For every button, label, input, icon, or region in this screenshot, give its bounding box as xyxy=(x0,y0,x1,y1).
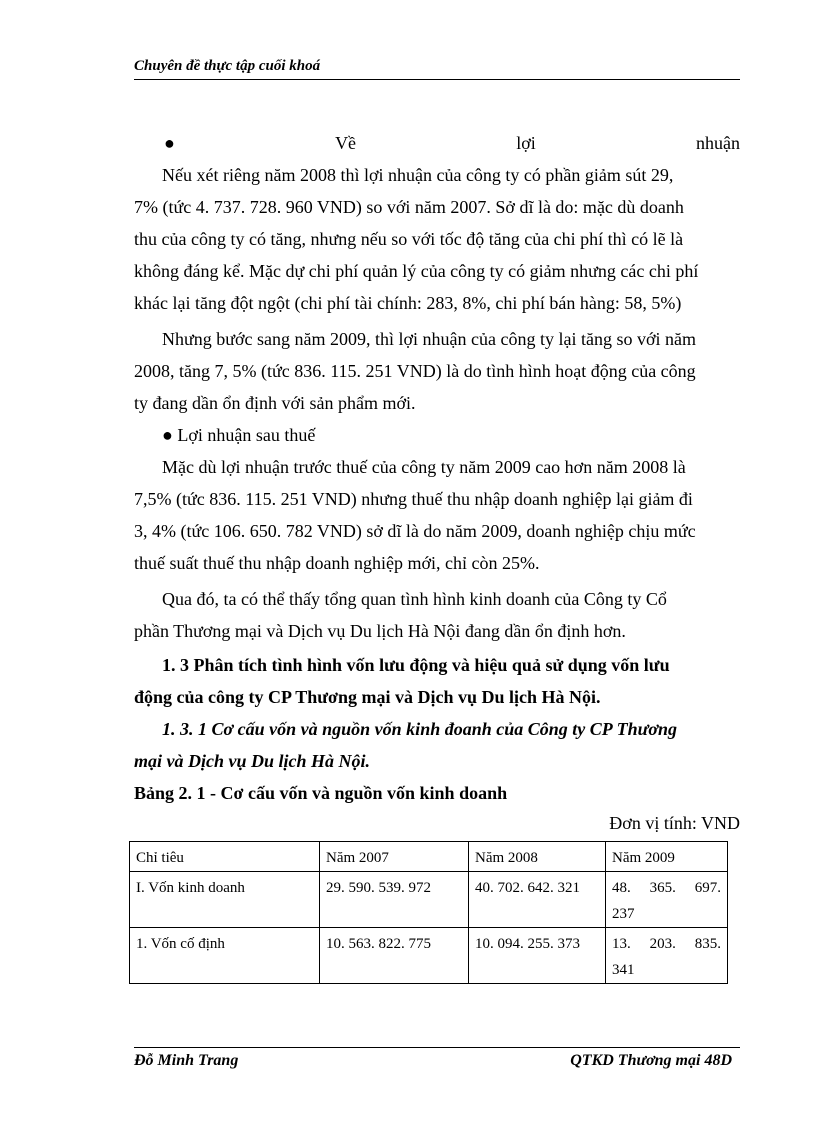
table-cell: 29. 590. 539. 972 xyxy=(320,872,469,928)
table-cell: 1. Vốn cố định xyxy=(130,928,320,984)
bullet-word: nhuận xyxy=(695,133,740,153)
table-cell-part: 365. xyxy=(649,880,676,896)
paragraph-line: Qua đó, ta có thể thấy tổng quan tình hình kinh doanh của Công ty Cổ xyxy=(162,589,667,609)
table-header-cell: Năm 2008 xyxy=(469,842,606,872)
bullet-word: lợi xyxy=(516,133,536,153)
table-cell-part: 341 xyxy=(612,962,635,978)
paragraph-line: 7,5% (tức 836. 115. 251 VND) nhưng thuế thu nhập doanh nghiệp lại giảm đi xyxy=(134,489,693,509)
unit-label: Đơn vị tính: VND xyxy=(609,813,740,833)
table-header-cell: Năm 2009 xyxy=(606,842,728,872)
section-heading: 1. 3 Phân tích tình hình vốn lưu động và hiệu quả sử dụng vốn lưu xyxy=(162,655,670,675)
paragraph-line: phần Thương mại và Dịch vụ Du lịch Hà Nội đang dần ổn định hơn. xyxy=(134,621,626,641)
table-cell: 10. 563. 822. 775 xyxy=(320,928,469,984)
paragraph-line: thu của công ty có tăng, nhưng nếu so với tốc độ tăng của chi phí thì có lẽ là xyxy=(134,229,684,249)
subsection-heading: mại và Dịch vụ Du lịch Hà Nội. xyxy=(134,751,371,771)
paragraph-line: 7% (tức 4. 737. 728. 960 VND) so với năm 2007. Sở dĩ là do: mặc dù doanh xyxy=(134,197,684,217)
bullet-heading-after-tax: ● Lợi nhuận sau thuế xyxy=(162,425,316,445)
table-row xyxy=(130,872,728,928)
table-cell xyxy=(606,872,728,928)
table-cell: 40. 702. 642. 321 xyxy=(469,872,606,928)
table-cell-part: 835. xyxy=(694,936,721,952)
paragraph-line: Mặc dù lợi nhuận trước thuế của công ty năm 2009 cao hơn năm 2008 là xyxy=(162,457,686,477)
bullet-heading-profit xyxy=(134,130,740,156)
footer-divider xyxy=(134,1047,740,1048)
paragraph-line: khác lại tăng đột ngột (chi phí tài chính: 283, 8%, chi phí bán hàng: 58, 5%) xyxy=(134,293,682,313)
bullet-word: Về xyxy=(335,133,357,153)
table-header-cell: Chỉ tiêu xyxy=(130,842,320,872)
bullet-symbol: ● xyxy=(164,133,175,153)
table-cell-part: 203. xyxy=(649,936,676,952)
table-cell-part: 237 xyxy=(612,906,635,922)
paragraph-line: 3, 4% (tức 106. 650. 782 VND) sở dĩ là do năm 2009, doanh nghiệp chịu mức xyxy=(134,521,696,541)
paragraph-line: không đáng kể. Mặc dự chi phí quản lý của công ty có giảm nhưng các chi phí xyxy=(134,261,699,281)
paragraph-line: ty đang dần ổn định với sản phẩm mới. xyxy=(134,393,416,413)
table-row xyxy=(130,928,728,984)
table-cell-part: 697. xyxy=(694,880,721,896)
header-divider xyxy=(134,79,740,80)
table-cell-line xyxy=(612,931,721,957)
page-header-title: Chuyên đề thực tập cuối khoá xyxy=(134,58,321,74)
paragraph-line: Nhưng bước sang năm 2009, thì lợi nhuận của công ty lại tăng so với năm xyxy=(162,329,696,349)
capital-structure-table xyxy=(129,841,728,984)
footer-author: Đỗ Minh Trang xyxy=(134,1052,239,1069)
paragraph-line: 2008, tăng 7, 5% (tức 836. 115. 251 VND) là do tình hình hoạt động của công xyxy=(134,361,696,381)
table-caption: Bảng 2. 1 - Cơ cấu vốn và nguồn vốn kinh doanh xyxy=(134,783,508,803)
table-header-cell: Năm 2007 xyxy=(320,842,469,872)
table-cell-part: 48. xyxy=(612,880,631,896)
paragraph-line: thuế suất thuế thu nhập doanh nghiệp mới, chỉ còn 25%. xyxy=(134,553,540,573)
table-cell-part: 13. xyxy=(612,936,631,952)
section-heading: động của công ty CP Thương mại và Dịch vụ Du lịch Hà Nội. xyxy=(134,687,601,707)
paragraph-line: Nếu xét riêng năm 2008 thì lợi nhuận của công ty có phần giảm sút 29, xyxy=(162,165,674,185)
table-cell: I. Vốn kinh doanh xyxy=(130,872,320,928)
table-cell xyxy=(606,928,728,984)
subsection-heading: 1. 3. 1 Cơ cấu vốn và nguồn vốn kinh đoanh của Công ty CP Thương xyxy=(162,719,678,739)
table-cell: 10. 094. 255. 373 xyxy=(469,928,606,984)
table-cell-line xyxy=(612,875,721,901)
footer-class: QTKD Thương mại 48D xyxy=(570,1052,732,1069)
table-header-row xyxy=(130,842,728,872)
